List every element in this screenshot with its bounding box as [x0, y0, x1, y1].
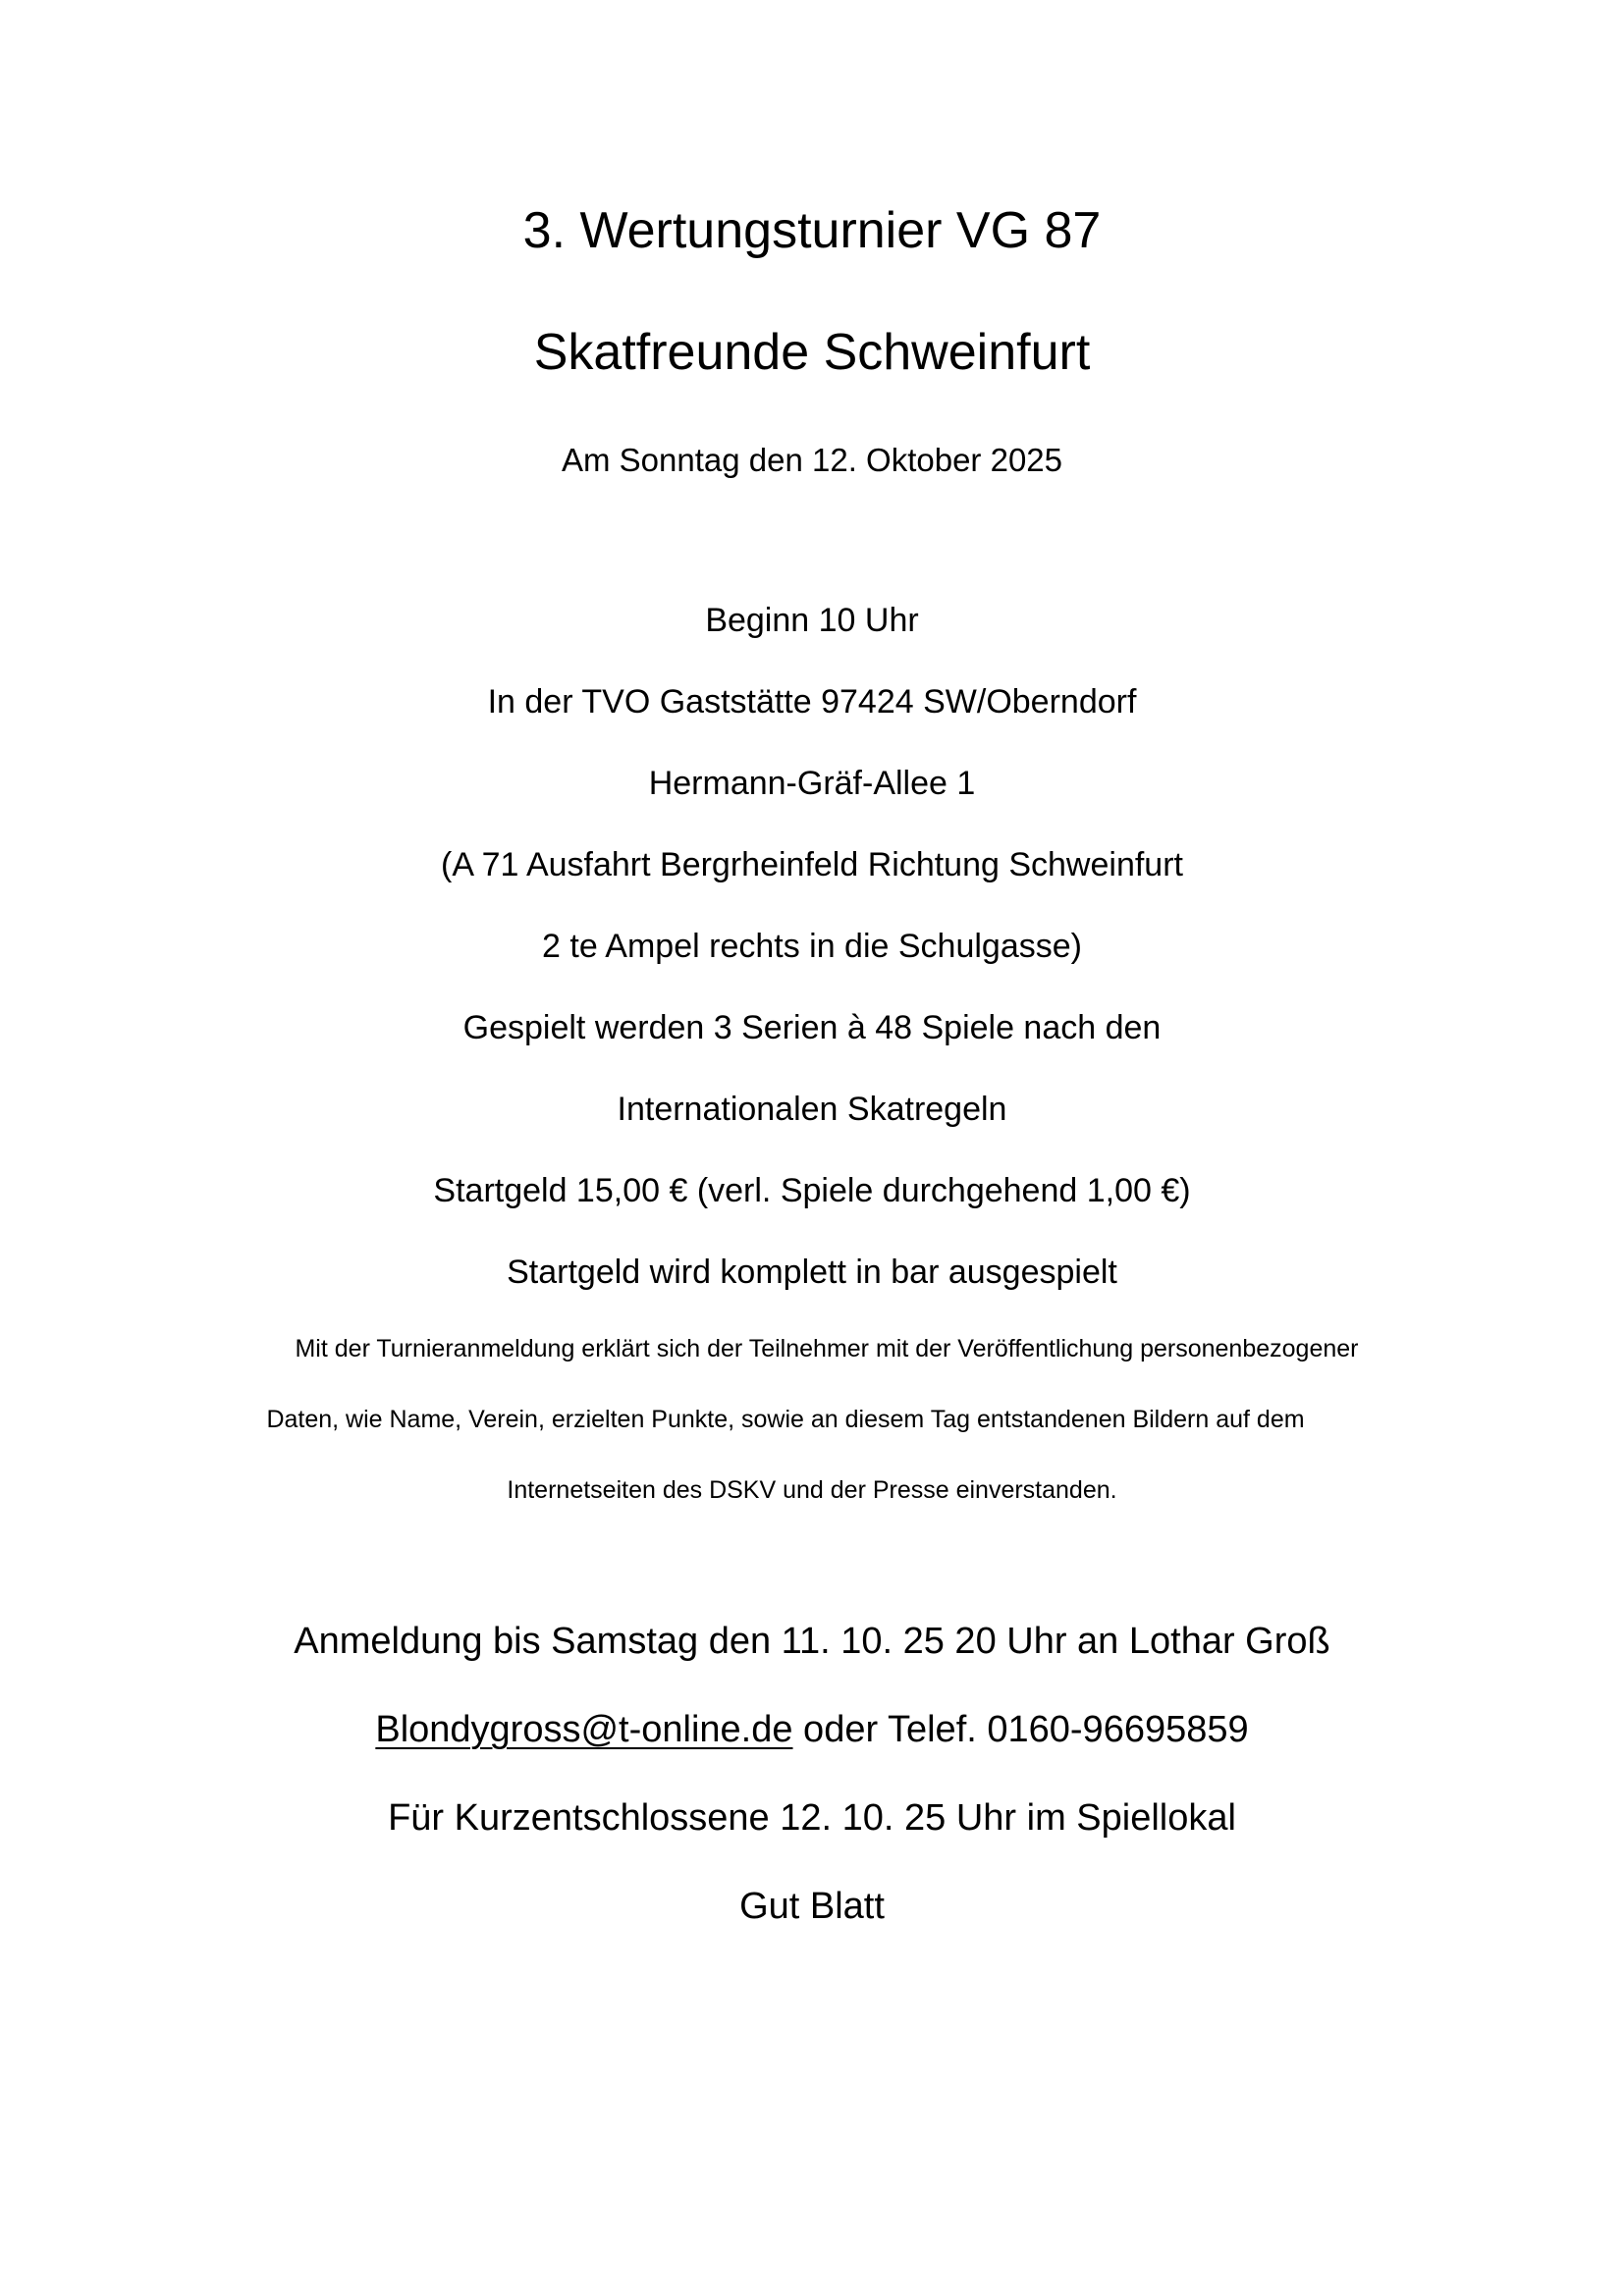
club-name: Skatfreunde Schweinfurt: [533, 324, 1091, 381]
event-date: Am Sonntag den 12. Oktober 2025: [561, 442, 1063, 478]
email-link[interactable]: Blondygross@t-online.de: [375, 1709, 793, 1750]
page-title: 3. Wertungsturnier VG 87: [522, 202, 1102, 259]
entry-fee: Startgeld 15,00 € (verl. Spiele durchgehend 1,00 €): [433, 1172, 1191, 1209]
phone-text: oder Telef. 0160-96695859: [792, 1709, 1249, 1750]
street-address: Hermann-Gräf-Allee 1: [648, 765, 976, 802]
venue: In der TVO Gaststätte 97424 SW/Oberndorf: [487, 683, 1137, 721]
directions-line-2: 2 te Ampel rechts in die Schulgasse): [542, 928, 1082, 965]
closing-greeting: Gut Blatt: [739, 1886, 885, 1927]
contact-line: [0, 1711, 1624, 1748]
consent-line-3: Internetseiten des DSKV und der Presse einverstanden.: [507, 1476, 1117, 1504]
payout-note: Startgeld wird komplett in bar ausgespielt: [507, 1254, 1117, 1291]
games-line-2: Internationalen Skatregeln: [617, 1091, 1007, 1128]
late-registration: Für Kurzentschlossene 12. 10. 25 Uhr im Spiellokal: [388, 1797, 1236, 1839]
start-time: Beginn 10 Uhr: [705, 602, 919, 639]
registration-deadline: Anmeldung bis Samstag den 11. 10. 25 20 Uhr an Lothar Groß: [294, 1621, 1330, 1662]
consent-line-1: Mit der Turnieranmeldung erklärt sich der Teilnehmer mit der Veröffentlichung personenbezogener: [295, 1335, 1359, 1362]
consent-line-2: Daten, wie Name, Verein, erzielten Punkte, sowie an diesem Tag entstandenen Bildern auf dem: [266, 1406, 1305, 1433]
directions-line-1: (A 71 Ausfahrt Bergrheinfeld Richtung Schweinfurt: [441, 846, 1183, 883]
games-line-1: Gespielt werden 3 Serien à 48 Spiele nach den: [462, 1009, 1162, 1046]
